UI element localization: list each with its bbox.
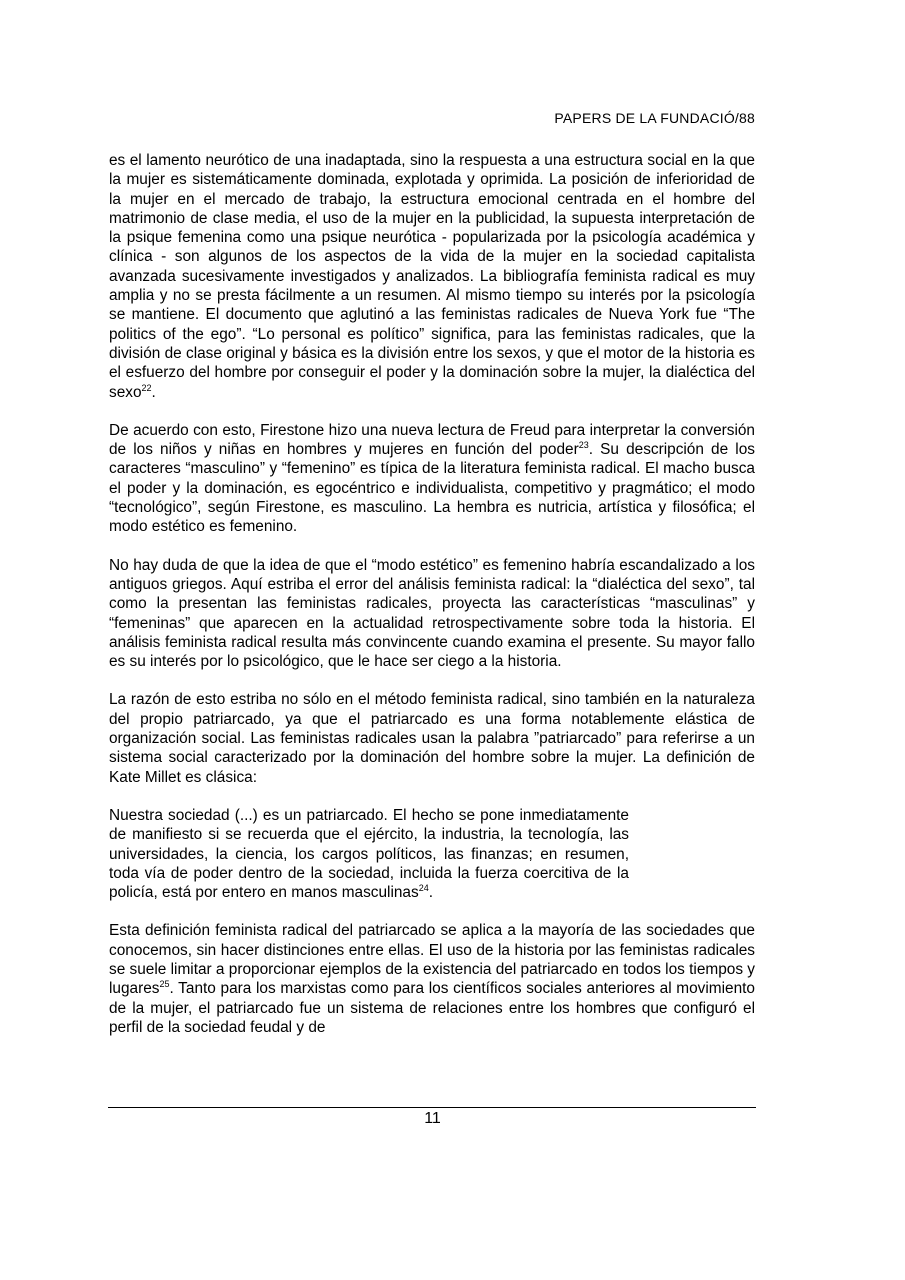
- footnote-marker: 25: [159, 979, 170, 990]
- block-quote: [109, 806, 629, 902]
- text-run: .: [428, 884, 433, 902]
- text-run: . Su descripción de los caracteres “masculino” y “femenino” es típica de la literatura feminista radical. El macho busca el poder y la dominación, es egocéntrico e individualista, competitivo y pragmático; el modo “tecnológico”, según Firestone, es masculino. La hembra es nutricia, artística y filosófica; el modo estético es femenino.: [109, 441, 755, 536]
- footer-divider: [108, 1107, 756, 1108]
- text-run: .: [151, 383, 156, 401]
- page-body: [109, 151, 755, 1056]
- paragraph: [109, 690, 755, 786]
- text-run: . Tanto para los marxistas como para los científicos sociales anteriores al movimiento de la mujer, el patriarcado fue un sistema de relaciones entre los hombres que configuró el perfil de la sociedad feudal y de: [109, 980, 755, 1036]
- running-header: PAPERS DE LA FUNDACIÓ/88: [554, 110, 755, 126]
- paragraph: [109, 421, 755, 537]
- text-run: Nuestra sociedad (...) es un patriarcado. El hecho se pone inmediatamente de manifiesto si se recuerda que el ejército, la industria, la tecnología, las universidades, la ciencia, los cargos políticos, las finanzas; en resumen, toda vía de poder dentro de la sociedad, incluida la fuerza coercitiva de la policía, está por entero en manos masculinas: [109, 806, 629, 902]
- footnote-marker: 22: [141, 382, 152, 393]
- paragraph: [109, 151, 755, 402]
- text-run: Esta definición feminista radical del patriarcado se aplica a la mayoría de las sociedades que conocemos, sin hacer distinciones entre ellas. El uso de la historia por las feministas radicales se suele limitar a proporcionar ejemplos de la existencia del patriarcado en todos los tiempos y lugares: [109, 922, 755, 998]
- paragraph: [109, 921, 755, 1037]
- text-run: De acuerdo con esto, Firestone hizo una nueva lectura de Freud para interpretar la conversión de los niños y niñas en hombres y mujeres en función del poder: [109, 421, 755, 459]
- footnote-marker: 24: [418, 883, 429, 894]
- footnote-marker: 23: [578, 440, 589, 451]
- text-run: es el lamento neurótico de una inadaptada, sino la respuesta a una estructura social en la que la mujer es sistemáticamente dominada, explotada y oprimida. La posición de inferioridad de la mujer en el mercado de trabajo, la estructura emocional centrada en el hombre del matrimonio de clase media, el uso de la mujer en la publicidad, la supuesta interpretación de la psique femenina como una psique neurótica - popularizada por la psicología académica y clínica - son algunos de los aspectos de la vida de la mujer en la sociedad capitalista avanzada sucesivamente investigados y analizados. La bibliografía feminista radical es muy amplia y no se presta fácilmente a un resumen. Al mismo tiempo su interés por la psicología se mantiene. El documento que aglutinó a las feministas radicales de Nueva York fue “The politics of the ego”. “Lo personal es político” significa, para las feministas radicales, que la división de clase original y básica es la división entre los sexos, y que el motor de la historia es el esfuerzo del hombre por conseguir el poder y la dominación sobre la mujer, la dialéctica del sexo: [109, 152, 755, 401]
- page-number: 11: [424, 1110, 441, 1127]
- paragraph: [109, 556, 755, 672]
- text-run: No hay duda de que la idea de que el “modo estético” es femenino habría escandalizado a los antiguos griegos. Aquí estriba el error del análisis feminista radical: la “dialéctica del sexo”, tal como la presentan las feministas radicales, proyecta las características “masculinas” y “femeninas” que aparecen en la actualidad retrospectivamente sobre toda la historia. El análisis feminista radical resulta más convincente cuando examina el presente. Su mayor fallo es su interés por lo psicológico, que le hace ser ciego a la historia.: [109, 556, 755, 671]
- text-run: La razón de esto estriba no sólo en el método feminista radical, sino también en la naturaleza del propio patriarcado, ya que el patriarcado es una forma notablemente elástica de organización social. Las feministas radicales usan la palabra ”patriarcado” para referirse a un sistema social caracterizado por la dominación del hombre sobre la mujer. La definición de Kate Millet es clásica:: [109, 691, 755, 786]
